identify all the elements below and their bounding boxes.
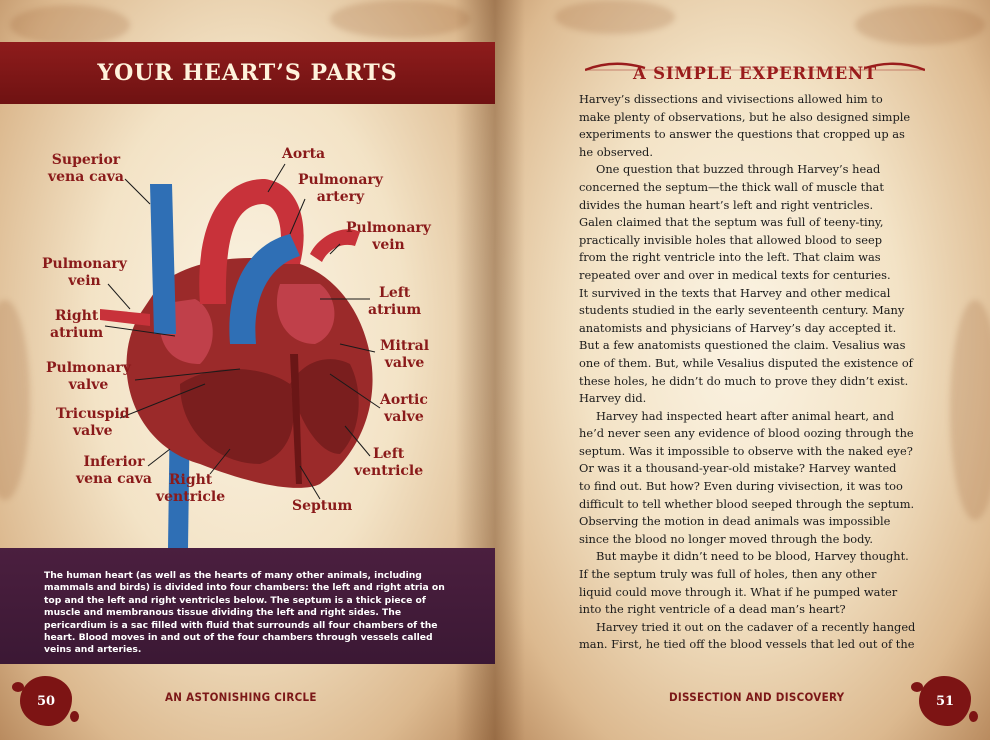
body-line: difficult to tell whether blood seeped through the septum. (579, 496, 915, 511)
label-aortic-valve: Aortic valve (380, 392, 428, 425)
body-line: these holes, he didn’t do much to prove they didn’t exist. (579, 373, 909, 388)
caption-text: The human heart (as well as the hearts of many other animals, including mammals and birds) is divided into four chambers: the left and right atria on top and the left and right ventricles below. The septum is a thick piece of muscle and membranous tissue dividing the left and right sides. The pericardium is a sac filled with fluid that surrounds all four chambers of the heart. Blood moves in and out of the four chambers through vessels called veins and arteries. (44, 570, 445, 656)
body-line: One question that buzzed through Harvey’s head (596, 162, 881, 177)
body-line: make plenty of observations, but he also designed simple (579, 109, 911, 124)
body-line: anatomists and physicians of Harvey’s day accepted it. (579, 320, 897, 335)
page-number-blot-right (919, 676, 971, 726)
label-septum: Septum (292, 498, 353, 514)
label-superior-vena-cava: Superior vena cava (48, 152, 124, 185)
label-aorta: Aorta (282, 146, 326, 162)
body-line: into the right ventricle of a dead man’s heart? (579, 602, 846, 617)
superior-vena-cava-shape (150, 184, 176, 334)
body-line: Harvey’s dissections and vivisections allowed him to (579, 92, 883, 106)
label-right-atrium: Right atrium (50, 308, 104, 341)
page-number-left: 50 (36, 693, 56, 709)
label-left-atrium: Left atrium (368, 285, 422, 318)
body-line: to find out. But how? Even during vivisection, it was too (579, 479, 903, 494)
body-line: concerned the septum—the thick wall of muscle that (579, 179, 884, 194)
body-line: since the blood no longer moved through the body. (579, 531, 873, 546)
paper-stain (950, 300, 990, 520)
body-text (579, 91, 925, 654)
section-title: A SIMPLE EXPERIMENT (633, 64, 877, 83)
body-line: experiments to answer the questions that cropped up as (579, 127, 905, 142)
body-line: students studied in the early seventeenth century. Many (579, 303, 905, 318)
label-pulmonary-valve: Pulmonary valve (46, 360, 131, 393)
body-line: But maybe it didn’t need to be blood, Harvey thought. (596, 549, 909, 564)
body-line: from the right ventricle into the left. That claim was (579, 250, 881, 265)
section-heading (585, 58, 925, 88)
body-line: Galen claimed that the septum was full of teeny-tiny, (579, 215, 884, 230)
label-left-ventricle: Left ventricle (354, 446, 424, 479)
page-number-blot-left (20, 676, 72, 726)
body-line: Harvey tried it out on the cadaver of a recently hanged (596, 619, 916, 634)
body-line: Harvey had inspected heart after animal heart, and (596, 408, 894, 423)
body-line: man. First, he tied off the blood vessels that led out of the (579, 637, 915, 652)
body-line: practically invisible holes that allowed blood to seep (579, 232, 883, 247)
page-title: YOUR HEART’S PARTS (97, 60, 398, 86)
title-banner (0, 42, 495, 104)
heart-diagram (0, 104, 495, 548)
right-page (495, 0, 990, 740)
body-line: he’d never seen any evidence of blood oozing through the (579, 426, 914, 441)
body-line: he observed. (579, 144, 653, 159)
gutter-shadow (495, 0, 525, 740)
body-line: repeated over and over in medical texts for centuries. (579, 267, 891, 282)
label-right-ventricle: Right ventricle (156, 472, 226, 505)
running-head-left: AN ASTONISHING CIRCLE (165, 690, 317, 704)
body-line: But a few anatomists questioned the claim. Vesalius was (579, 338, 906, 353)
paper-stain (855, 5, 985, 45)
paper-stain (555, 0, 675, 34)
body-line: septum. Was it impossible to observe with the naked eye? (579, 443, 913, 458)
body-line: divides the human heart’s left and right ventricles. (579, 197, 874, 212)
body-line: Harvey did. (579, 391, 647, 406)
label-tricuspid-valve: Tricuspid valve (56, 406, 130, 439)
body-line: Observing the motion in dead animals was impossible (579, 514, 891, 529)
label-pulmonary-vein-right: Pulmonary vein (346, 220, 431, 253)
running-head-right: DISSECTION AND DISCOVERY (669, 690, 845, 704)
paper-stain (330, 0, 470, 38)
paper-stain (10, 5, 130, 45)
body-line: It survived in the texts that Harvey and other medical (579, 285, 891, 300)
caption-box (0, 548, 495, 664)
label-inferior-vena-cava: Inferior vena cava (76, 454, 152, 487)
label-mitral-valve: Mitral valve (380, 338, 430, 371)
page-number-right: 51 (935, 693, 955, 709)
body-line: one of them. But, while Vesalius disputed the existence of (579, 355, 913, 370)
body-line: If the septum truly was full of holes, then any other (579, 567, 877, 582)
label-pulmonary-vein-left: Pulmonary vein (42, 256, 127, 289)
body-line: Or was it a thousand-year-old mistake? Harvey wanted (579, 461, 897, 476)
label-pulmonary-artery: Pulmonary artery (298, 172, 383, 205)
body-line: liquid could move through it. What if he pumped water (579, 584, 898, 599)
